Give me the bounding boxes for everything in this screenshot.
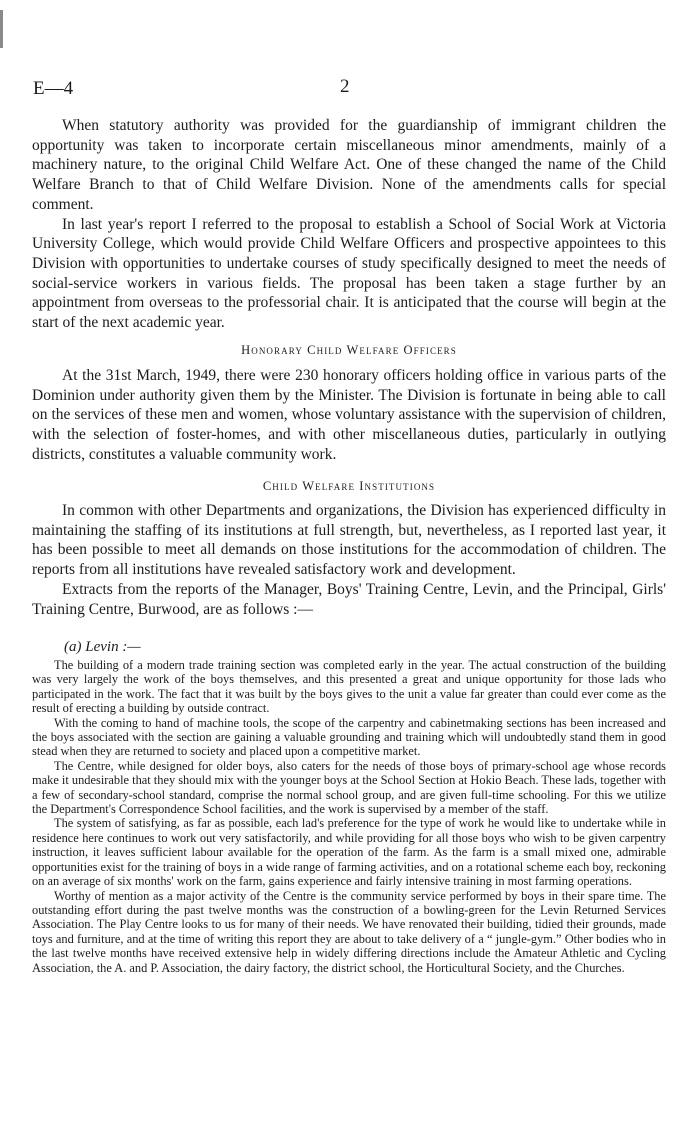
honorary-officers-body [32, 366, 666, 465]
page-number: 2 [340, 76, 350, 97]
body-paragraph: When statutory authority was provided for the guardianship of immigrant children the opportunity was taken to incorporate certain miscellaneous minor amendments, mainly of a machinery nature, to the original Child Welfare Act. One of these changed the name of the Child Welfare Branch to that of Child Welfare Division. None of the amendments calls for special comment. [32, 117, 666, 213]
intro-section [32, 116, 666, 333]
body-paragraph: Extracts from the reports of the Manager, Boys' Training Centre, Levin, and the Principal, Girls' Training Centre, Burwood, are as follows :— [32, 580, 666, 618]
scan-edge-mark [0, 10, 3, 48]
section-heading: Honorary Child Welfare Officers [241, 343, 457, 357]
report-paragraph: The system of satisfying, as far as possible, each lad's preference for the type of work he would like to undertake while in residence here continues to work out very satisfactorily, and while providing for all those boys who wish to be given carpentry instruction, it leaves sufficient labour available for the operation of the farm. As the farm is a small mixed one, admirable opportunities exist for the training of boys in a wide range of farming activities, and on a rotational scheme each boy, reckoning on an average of six months' work on the farm, gains experience and fairly intensive training in most farming operations. [32, 816, 666, 889]
page-reference: E—4 [33, 78, 74, 99]
report-paragraph: With the coming to hand of machine tools, the scope of the carpentry and cabinetmaking sections has been increased and the boys associated with the section are gaining a valuable grounding and training which will undoubtedly stand them in good stead when they are returned to society and placed upon a competitive market. [32, 715, 666, 759]
report-paragraph: The building of a modern trade training section was completed early in the year. The actual construction of the building was very largely the work of the boys themselves, and this presented a great and unique opportunity for those lads who participated in the work. The fact that it was built by the boys gives to the unit a value far greater than could ever come as the result of erecting a building by outside contract. [32, 658, 666, 716]
report-paragraph: Worthy of mention as a major activity of the Centre is the community service performed by boys in their spare time. The outstanding effort during the past twelve months was the construction of a bowling-green for the Levin Returned Services Association. The Play Centre looks to us for many of their needs. We have renovated their building, tidied their grounds, made toys and furniture, and at the time of writing this report they are about to take delivery of a “ jungle-gym.” Other bodies who in the last twelve months have received extensive help in widely differing directions include the Amateur Athletic and Cycling Association, the A. and P. Association, the dairy factory, the district school, the Horticultural Society, and the Churches. [32, 888, 666, 975]
levin-report [32, 658, 666, 975]
body-paragraph: In last year's report I referred to the proposal to establish a School of Social Work at Victoria University College, which would provide Child Welfare Officers and prospective appointees to this Division with opportunities to undertake courses of study specifically designed to meet the needs of social-service workers in various fields. The proposal has been taken a stage further by an appointment from overseas to the professorial chair. It is anticipated that the course will begin at the start of the next academic year. [32, 215, 666, 332]
honorary-officers-section [32, 340, 666, 360]
subsection-heading: (a) Levin :— [64, 639, 141, 655]
levin-subsection [32, 637, 666, 657]
section-heading: Child Welfare Institutions [262, 479, 436, 493]
institutions-section [32, 476, 666, 496]
report-paragraph: The Centre, while designed for older boys, also caters for the needs of those boys of primary-school age whose records make it undesirable that they should mix with the younger boys at the School Section at Hokio Beach. These lads, together with a few of secondary-school standard, comprise the normal school group, and are given full-time schooling. For this we utilize the Department's Correspondence School facilities, and the work is supervised by a member of the staff. [32, 758, 666, 817]
institutions-body [32, 501, 666, 619]
body-paragraph: In common with other Departments and organizations, the Division has experienced difficulty in maintaining the staffing of its institutions at full strength, but, nevertheless, as I reported last year, it has been possible to meet all demands on those institutions for the accommodation of children. The reports from all institutions have revealed satisfactory work and development. [32, 502, 666, 579]
body-paragraph: At the 31st March, 1949, there were 230 honorary officers holding office in various parts of the Dominion under authority given them by the Minister. The Division is fortunate in being able to call on the services of these men and women, whose voluntary assistance with the supervision of children, with the selection of foster-homes, and with other miscellaneous duties, particularly in outlying districts, constitutes a valuable community work. [32, 367, 666, 463]
